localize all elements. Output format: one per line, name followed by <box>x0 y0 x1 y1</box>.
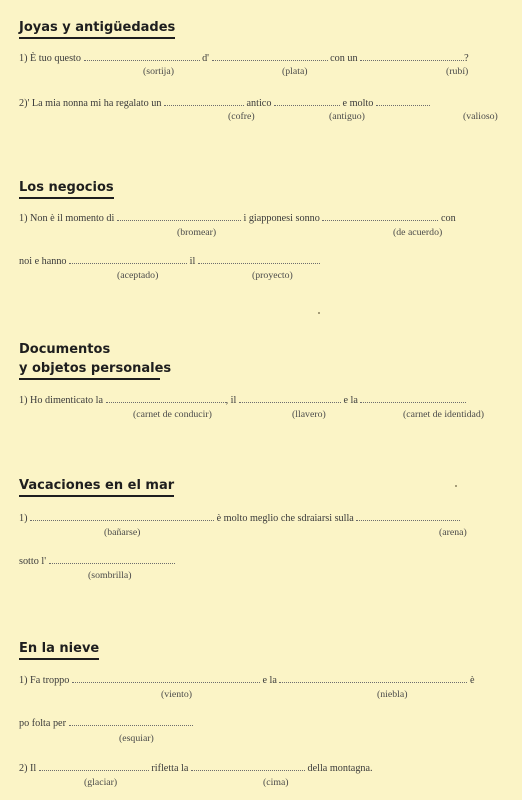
hint-label: (rubí) <box>446 66 469 77</box>
sentence-text: sotto l' <box>19 556 47 567</box>
blank-glaciar[interactable] <box>39 762 149 771</box>
hint-label: (glaciar) <box>84 777 118 788</box>
heading-underline <box>19 495 174 497</box>
sentence-line <box>19 394 466 407</box>
sentence-text: della montagna. <box>307 763 373 774</box>
sentence-line <box>19 212 456 225</box>
sentence-text: e la <box>343 395 358 406</box>
sentence-text: è <box>469 675 475 686</box>
sentence-line <box>19 97 430 110</box>
hint-label: (de acuerdo) <box>393 227 443 238</box>
section-heading-vacaciones <box>19 478 174 497</box>
sentence-text: , il <box>225 395 237 406</box>
hint-label: (viento) <box>161 689 193 700</box>
heading-underline <box>19 378 160 380</box>
sentence-text: con <box>440 213 456 224</box>
paper-speck <box>318 312 320 314</box>
sentence-text: con un <box>330 53 358 64</box>
blank-de-acuerdo[interactable] <box>322 212 438 221</box>
hint-label: (proyecto) <box>252 270 293 281</box>
hint-label: (cofre) <box>228 111 255 122</box>
heading-text: Vacaciones en el mar <box>19 478 175 493</box>
sentence-line <box>19 762 373 775</box>
section-heading-negocios <box>19 180 114 199</box>
blank-carnet-identidad[interactable] <box>360 394 466 403</box>
sentence-text: 1) Ho dimenticato la <box>19 395 104 406</box>
sentence-line <box>19 555 175 568</box>
blank-cima[interactable] <box>191 762 305 771</box>
sentence-text: antico <box>246 98 272 109</box>
blank-valioso[interactable] <box>376 97 430 106</box>
hint-label: (cima) <box>263 777 289 788</box>
sentence-text: ? <box>464 53 469 64</box>
blank-esquiar[interactable] <box>69 717 193 726</box>
sentence-text: è molto meglio che sdraiarsi sulla <box>216 513 354 524</box>
blank-sombrilla[interactable] <box>49 555 175 564</box>
hint-label: (esquiar) <box>119 733 154 744</box>
section-heading-documentos <box>19 342 171 380</box>
sentence-line <box>19 255 320 268</box>
blank-sortija[interactable] <box>84 52 200 61</box>
hint-label: (sortija) <box>143 66 175 77</box>
blank-antiguo[interactable] <box>274 97 340 106</box>
section-heading-joyas <box>19 20 175 39</box>
sentence-text: noi e hanno <box>19 256 67 267</box>
heading-text: y objetos personales <box>19 361 172 376</box>
sentence-text: 1) Non è il momento di <box>19 213 115 224</box>
sentence-text: i giapponesi sonno <box>243 213 320 224</box>
blank-arena[interactable] <box>356 512 460 521</box>
blank-niebla[interactable] <box>279 674 467 683</box>
hint-label: (niebla) <box>377 689 408 700</box>
blank-aceptado[interactable] <box>69 255 187 264</box>
sentence-text: d' <box>202 53 209 64</box>
heading-text: Joyas y antigüedades <box>19 20 176 35</box>
sentence-line <box>19 512 460 525</box>
sentence-text: il <box>189 256 196 267</box>
hint-label: (sombrilla) <box>88 570 132 581</box>
hint-label: (llavero) <box>292 409 326 420</box>
blank-plata[interactable] <box>212 52 328 61</box>
blank-cofre[interactable] <box>164 97 244 106</box>
sentence-text: 1) Fa troppo <box>19 675 70 686</box>
blank-banarse[interactable] <box>30 512 214 521</box>
paper-speck <box>455 485 457 487</box>
hint-label: (carnet de identidad) <box>403 409 485 420</box>
sentence-text: 1) <box>19 513 28 524</box>
sentence-text: e la <box>262 675 277 686</box>
blank-proyecto[interactable] <box>198 255 320 264</box>
blank-carnet-conducir[interactable] <box>106 394 226 403</box>
heading-text: Los negocios <box>19 180 114 195</box>
blank-rubi[interactable] <box>360 52 464 61</box>
sentence-line <box>19 674 475 687</box>
sentence-text: po folta per <box>19 718 66 729</box>
hint-label: (antiguo) <box>329 111 365 122</box>
blank-llavero[interactable] <box>239 394 341 403</box>
sentence-text: rifletta la <box>151 763 189 774</box>
hint-label: (bañarse) <box>104 527 141 538</box>
hint-label: (valioso) <box>463 111 498 122</box>
sentence-text: 2) Il <box>19 763 37 774</box>
blank-viento[interactable] <box>72 674 260 683</box>
heading-underline <box>19 197 114 199</box>
heading-underline <box>19 37 175 39</box>
hint-label: (carnet de conducir) <box>133 409 212 420</box>
sentence-text: 2)' La mia nonna mi ha regalato un <box>19 98 162 109</box>
sentence-line <box>19 717 193 730</box>
hint-label: (aceptado) <box>117 270 159 281</box>
heading-text: Documentos <box>19 342 111 357</box>
blank-bromear[interactable] <box>117 212 241 221</box>
hint-label: (arena) <box>439 527 467 538</box>
sentence-line <box>19 52 469 65</box>
heading-text: En la nieve <box>19 641 100 656</box>
sentence-text: e molto <box>342 98 374 109</box>
sentence-text: 1) È tuo questo <box>19 53 81 64</box>
hint-label: (bromear) <box>177 227 217 238</box>
hint-label: (plata) <box>282 66 308 77</box>
section-heading-nieve <box>19 641 99 660</box>
heading-underline <box>19 658 99 660</box>
